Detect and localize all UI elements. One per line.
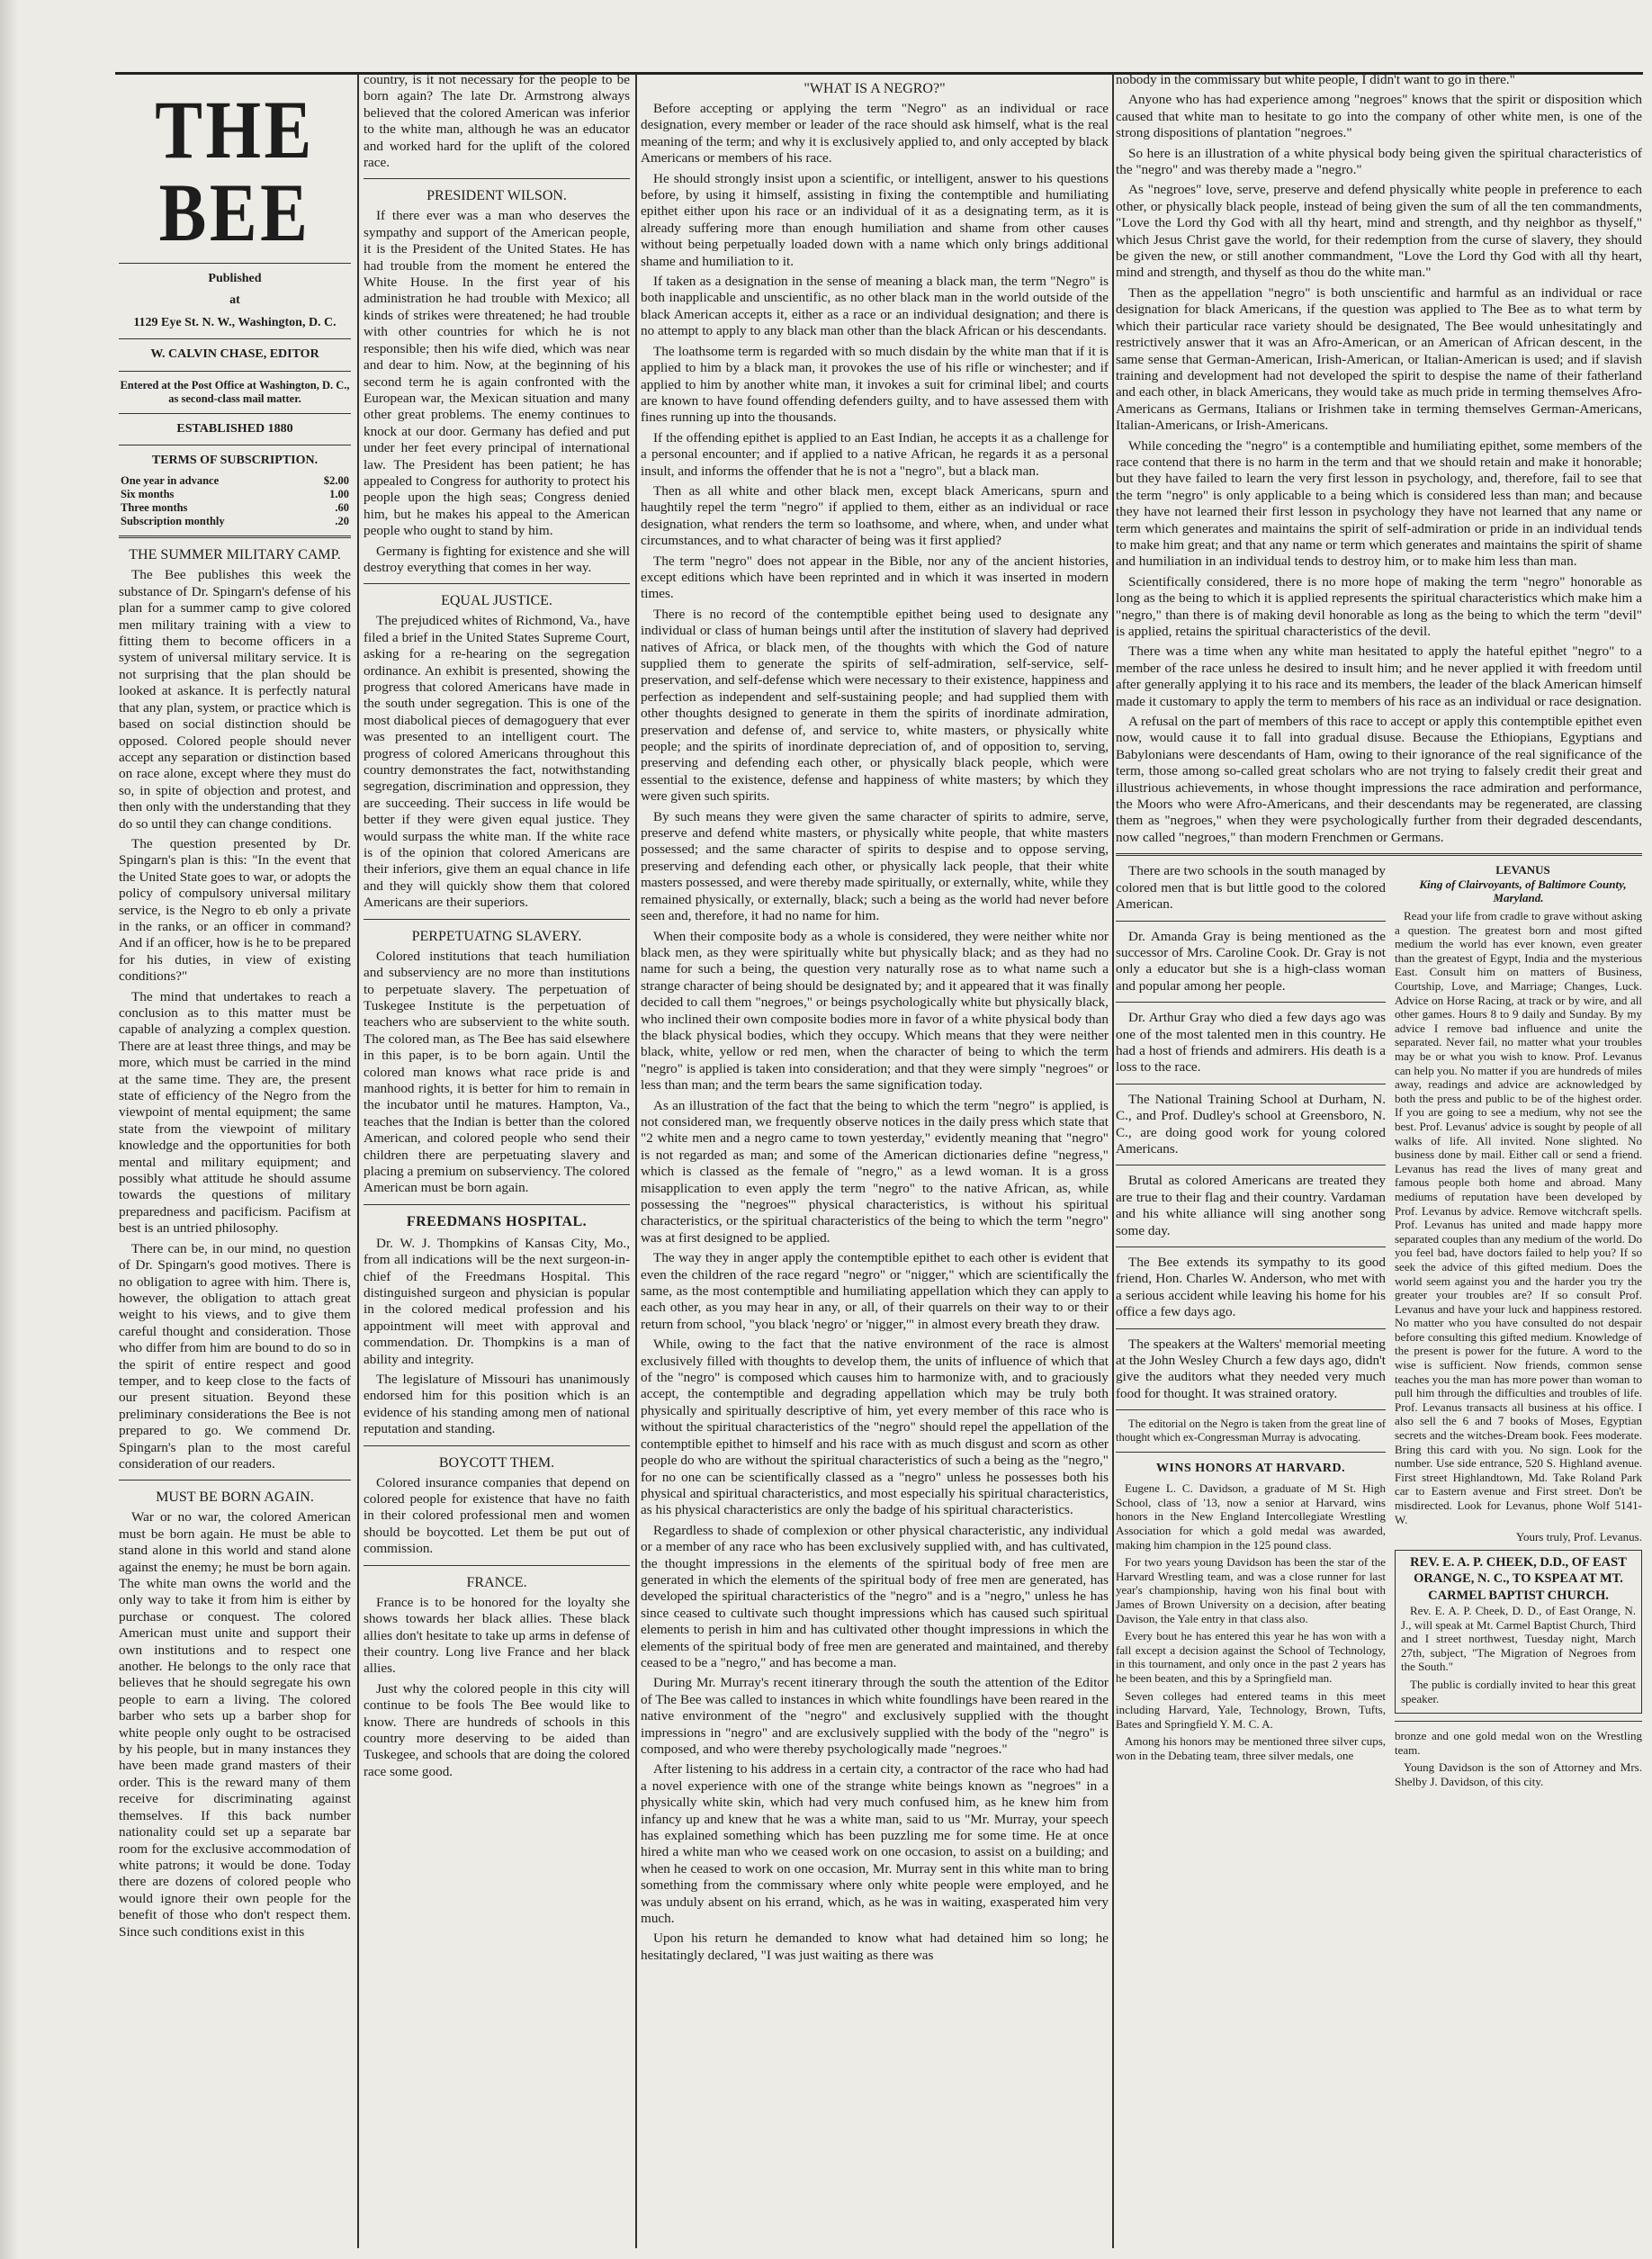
article-paragraph: There was a time when any white man hesitated to apply the hateful epithet "negro" to a member of the race unless he desired to insult him; and he never applied it with freedom until after generally applying it to his race and its members, the leader of the black American himself made it customary to apply the term to members of his race as an individual or race designation. [1116,644,1642,709]
article-paragraph: Colored insurance companies that depend on colored people for existence that have no faith in their colored professional men and women should be boycotted. Let them be put out of commission. [364,1474,630,1557]
lower-split [1116,863,1642,1792]
article-paragraph: If there ever was a man who deserves the sympathy and support of the American people, it is the President of the United States. He has had trouble from the moment he entered the White House. In the first year of his administration he had trouble with Mexico; all kinds of strikes were threatened; he had trouble with other countries for which he is not responsible; then his wife died, which was near and dear to him. Now, at the beginning of his second term he is again confronted with the European war, the Mexican situation and many other great problems. The enemy continues to knock at our door. Germany has defied and put under her feet every principal of international law. The President has been patient; he has appealed to Congress for authority to protect his people upon the high seas; Congress denied him, but he makes his appeal to the American people who ought to stand by him. [364,208,630,539]
article-headline: PRESIDENT WILSON. [426,188,567,204]
terms-price: .60 [335,501,349,515]
article-paragraph: While, owing to the fact that the native environment of the race is almost exclusively filled with thoughts to develop them, the units of influence of which that of the "negro" is composed which causes him to harmonize with, and to graciously accept, the contemptible and degrading appellation which may be truly both physically and spiritually descriptive of him, yet every member of this race who is without the spiritual characteristics of the "negro" should repel the appellation of the contemptible epithet to himself and his race with as much disgust and scorn as other people do who are without the spiritual characteristics of such a being as the "negro," for no one can be scientifically classed as a "negro" unless he possesses both his physical and spiritual characteristics, and most especially his spiritual characteristics, as his physical characteristics are only the badge of his spiritual characteristics. [641,1336,1109,1518]
terms-label: Three months [121,501,188,515]
established: ESTABLISHED 1880 [176,421,293,436]
divider [364,1565,630,1566]
news-note: The editorial on the Negro is taken from the great line of thought which ex-Congressman Murray is advocating. [1116,1418,1386,1444]
divider [1116,1452,1386,1453]
divider [119,371,351,372]
divider [1116,853,1642,856]
article-paragraph: Then as the appellation "negro" is both unscientific and harmful as an individual or race designation for black Americans, if the question was applied to The Bee as to what term by which their particular race variety should be designated, The Bee would unhesitatingly and restrictively answer that it was an Afro-American, or an American of African descent, in the same sense that German-American, Irish-American, or Italian-American is used; and if slavish training and development had not developed the spirit to despise the name of their fatherland and each other, in black Americans, they would take as much pride in terming themselves Afro-Americans as Germans, Italians or Irishmen take in terming themselves German-Americans, Italian-Americans, or Irish-Americans. [1116,284,1642,434]
terms-row [119,474,351,488]
harvard-article [1116,1481,1386,1762]
article-paragraph: After listening to his address in a certain city, a contractor of the race who had had a novel experience with one of the strange white beings known as "negroes" in a physically white skin, which had very much confused him, as he knew him from infancy up and knew that he was a white man, said to us "Mr. Murray, your speech has explained something which has been puzzling me for some time. He at once hired a white man who we ceased work on one occasion, to assist on a building; and when he ceased to work on one occasion, Mr. Murray sent in this white man to bring something from the commissary where only white people were employed, and he was unduly absent on his errand, which, as he was in waiting, exasperated him very much. [641,1761,1109,1927]
ads-column [1395,863,1642,1792]
notice-body [1401,1604,1636,1706]
article-paragraph: The way they in anger apply the contemptible epithet to each other is evident that even the children of the race regard "negro" or "nigger," which are scientifically the same, as the most contemptible and humiliating appellation which they can apply to each other, as you may hear in any, or all, of their quarrels on their way to or their return from school, "you black 'negro' or 'nigger,'" in almost every breath they draw. [641,1250,1109,1332]
news-note: Brutal as colored Americans are treated they are true to their flag and their country. Vardaman and his white alliance will sing another song some day. [1116,1173,1386,1238]
ad-signature: Yours truly, Prof. Levanus. [1515,1530,1642,1544]
editor: W. CALVIN CHASE, EDITOR [150,347,319,362]
terms-price: .20 [335,515,349,528]
terms-label: Subscription monthly [121,515,225,528]
article-paragraph: By such means they were given the same character of spirits to admire, serve, preserve and defend white masters, or physically white people, that white masters possessed; and the same character of spirits to despise and to oppose serving, preserving and defending each other, or physically lack people, that their white masters possessed, and were thereby made spiritually, or externally, white, while they remained physically, or externally, black; such a being as the world had never before seen and, therefore, it had no name for him. [641,808,1109,924]
article-headline: MUST BE BORN AGAIN. [156,1490,314,1506]
notice-title: REV. E. A. P. CHEEK, D.D., OF EAST ORANGE, N. C., TO KSPEA AT MT. CARMEL BAPTIST CHURCH. [1410,1554,1627,1603]
article-paragraph: The loathsome term is regarded with so much disdain by the white man that if it is applied to him by a black man, it provokes the use of his rifle or winchester; and if applied to him by another white man, it invokes a suit for criminal libel; and courts are known to have found offending defenders guilty, and to have assessed them with fines running up into the thousands. [641,343,1109,426]
column-rule [1112,74,1114,2248]
article-paragraph: bronze and one gold medal won on the Wrestling team. [1395,1729,1642,1757]
page-edge [0,0,18,2259]
divider [1116,1328,1386,1329]
terms-row [119,488,351,501]
article-paragraph: So here is an illustration of a white physical body being given the spiritual characteristics of the "negro" and was thereby made a "negro." [1116,145,1642,178]
article-paragraph: Colored institutions that teach humiliation and subserviency are no more than institutions to perpetuate slavery. The perpetuation of Tuskegee Institute is the perpetuation of teachers who are subservient to the white south. The colored man, as The Bee has said elsewhere in this paper, is to be born again. Until the colored man knows what race pride is and manhood rights, it is better for him to remain in the incubator until he matures. Hampton, Va., teaches that the Indian is better than the colored American, and colored people who send their children there are perpetuating slavery and placing a premium on subserviency. The colored American must be born again. [364,948,630,1196]
article-headline: THE SUMMER MILITARY CAMP. [129,547,341,563]
terms-row [119,501,351,515]
article-paragraph: If the offending epithet is applied to an East Indian, he accepts it as a challenge for a personal encounter; and if applied to a native African, he regards it as a personal insult, and informs the offender that he is not a "negro", but a black man. [641,429,1109,479]
divider [119,445,351,446]
ad-text: Read your life from cradle to grave without asking a question. The greatest born and most gifted medium the world has ever known, even greater than the greatest of Egypt, India and the mysterious East. Consult him on matters of Business, Courtship, Love, and Marriage; Changes, Luck. Advice on Horse Racing, at track or by wire, and all other games. Hours 8 to 9 daily and Sunday. By my advice I remove bad influence and unite the separated. Never fail, no matter what your troubles may be or what you wish to know. Prof. Levanus can help you. No matter if you are hundreds of miles away, readings and advice are acknowledged by both the press and public to be of the highest order. If you are going to see a medium, why not see the best. Prof. Levanus' advice is sought by people of all walks of life. All invited. None slighted. No business done by mail. Either call or send a friend. Levanus has read the lives of many great and famous people both home and abroad. Many mediums of reputation have been developed by Prof. Levanus by advice. Remove witchcraft spells. Prof. Levanus has united and made happy more separated couples than any medium of the world. Do you feel bad, have doctors failed to help you? If so seek the advice of this gifted medium. Does the world seem against you and the harder you try the greater your troubles are? If so consult Prof. Levanus and have your luck and happiness restored. No matter who you have consulted do not despair before consulting this gifted medium. Knowledge of the present is power for the future. A word to the wise is sufficient. Now friends, common sense teaches you the man has more power than woman to pull him through the difficulties and troubles of life. Prof. Levanus transacts all business at his office. I also sell the 6 and 7 books of Moses, Egyptian secrets and the witches-Dream book. Fees moderate. Bring this card with you. No sign. Look for the number. Use side entrance, 520 S. Highland avenue. First street Highlandtown, Md. Take Roland Park car to Eastern avenue and First street. Don't be misdirected. Look for Levanus, phone Wolf 5141-W. [1395,909,1642,1526]
harvard-continued [1395,1729,1642,1788]
article-paragraph: The Bee publishes this week the substance of Dr. Spingarn's defense of his plan for a summer camp to give colored men military training with a view to fitting them to become officers in a system of universal military service. It is not surprising that the plan should be looked at askance. It is perfectly natural that any plan, system, or practice which is based on social distinction should be opposed. Colored people should never accept any separation or distinction based on race alone, except where they must do so, in spite of objection and protest, and then only with the understanding that they do so until they can change conditions. [119,567,351,832]
column-1 [119,72,351,2248]
levanus-ad [1395,863,1642,1544]
column-rule [635,74,637,2248]
article-paragraph: There can be, in our mind, no question of Dr. Spingarn's good motives. There is no obligation to agree with him. There is, however, the obligation to attach great weight to his views, and to give them careful thought and consideration. Those who differ from him are bound to do so in the spirit of entire respect and good temper, and to keep close to the facts of our present situation. Beyond these preliminary considerations the Bee is not prepared to go. We commend Dr. Spingarn's plan to the most careful consideration of our readers. [119,1240,351,1472]
article-paragraph: Scientifically considered, there is no more hope of making the term "negro" honorable as long as the being to which it is applied represents the spiritual characteristics which make him a "negro," than there is of making devil honorable as long as the being to which the term "devil" is applied, retains the spiritual characteristics of the devil. [1116,573,1642,639]
terms-label: Six months [121,488,175,501]
article-paragraph: War or no war, the colored American must be born again. He must be able to stand alone in this world and stand alone against the enemy; he must be born again. The white man owns the world and the only way to take it from him is either by purchase or conquest. The colored American must unite and support their own institutions and to respect one another. He belongs to the only race that believes that he should segregate his own people to earn a living. The colored barber who sets up a barber shop for white people only ought to be ostracised by his people, but in many instances they have been made grand masters of their order. This is the reward many of them receive for discriminating against themselves. If this back number nationality could set up a separate bar room for the exclusive accommodation of white patrons; it would be done. Today there are dozens of colored people who would ignore their own people for the benefit of those who don't respect them. Since such conditions exist in this [119,1509,351,1940]
divider [119,338,351,339]
article-paragraph: As an illustration of the fact that the being to which the term "negro" is applied, is not considered man, we frequently observe notices in the daily press which state that "2 white men and a negro came to town yesterday," evidently meaning that "negro" is not regarded as man; and some of the American dictionaries define "negress," which is classed as the female of "negro," as a lewd woman. It is a gross misapplication to even apply the term "negro" to the native African, as, while possessing the "negroes'" physical characteristics, is without his spiritual characteristics, or the spiritual characteristics of the being to which the term "negro" was at first designed to be applied. [641,1097,1109,1246]
article-paragraph: Eugene L. C. Davidson, a graduate of M St. High School, class of '13, now a senior at Harvard, wins honors in the New England Intercollegiate Wrestling Association for which a gold medal was awarded, making him champion in the 125 pound class. [1116,1481,1386,1552]
article-paragraph: Anyone who has had experience among "negroes" knows that the spirit or disposition which caused that white man to hesitate to go into the company of other white men, is one of the strong dispositions of plantation "negroes." [1116,92,1642,141]
divider [119,536,351,538]
terms-label: One year in advance [121,474,220,488]
news-note: The National Training School at Durham, N. C., and Prof. Dudley's school at Greensboro, N. C., are doing good work for young colored Americans. [1116,1091,1386,1156]
terms-price: 1.00 [329,488,349,501]
divider [364,583,630,584]
article-paragraph: The mind that undertakes to reach a conclusion as to this matter must be capable of analyzing a complex question. There are at least three things, and may be more, which must be carried in the mind at the same time. They are, the present state of efficiency of the Negro from the viewpoint of mental equipment; the same state from the viewpoint of military knowledge and the opportunities for both mental and military equipment; and possibly what attitude he should assume towards the questions of military preparedness and pacificism. Pacifism at best is an untried philosophy. [119,988,351,1237]
article-paragraph: If taken as a designation in the sense of meaning a black man, the term "Negro" is both inapplicable and unscientific, as no other black man in the world outside of the black American accepts it, either as a race or an individual designation; and there is no attempt to apply to any black man other than the black African or his descendants. [641,274,1109,339]
article-headline: FREEDMANS HOSPITAL. [406,1213,588,1229]
article-paragraph: France is to be honored for the loyalty she shows towards her black allies. These black allies don't hesitate to take up arms in defense of their country. Long live France and her black allies. [364,1594,630,1677]
news-note: The Bee extends its sympathy to its good friend, Hon. Charles W. Anderson, who met with a serious accident while leaving his home for his office a few days ago. [1116,1255,1386,1320]
article-paragraph: During Mr. Murray's recent itinerary through the south the attention of the Editor of The Bee was called to instances in which white foundlings have been reared in the native environment of the "negro" and exclusively supplied with the thought impressions in "negro" and are exclusively supplied with the body of the "negro" is composed, and who were thereby psychologically made "negroes." [641,1675,1109,1757]
article-paragraph: Dr. W. J. Thompkins of Kansas City, Mo., from all indications will be the next surgeon-in-chief of the Freedmans Hospital. This distinguished surgeon and physician is popular in the colored medical profession and his appointment will meet with approval and commendation. Dr. Thompkins is a man of ability and integrity. [364,1235,630,1367]
article-paragraph: nobody in the commissary but white people, I didn't want to go in there." [1116,72,1515,87]
article-headline: EQUAL JUSTICE. [441,593,552,609]
article-paragraph: country, is it not necessary for the people to be born again? The late Dr. Armstrong always believed that the colored American was inferior to the white man, although he was an educator and worked hard for the uplift of the colored race. [364,72,630,171]
article-headline: WINS HONORS AT HARVARD. [1155,1462,1346,1476]
terms-price: $2.00 [323,474,349,488]
divider [364,919,630,920]
article-paragraph: Germany is fighting for existence and she will destroy everything that comes in her way. [364,543,630,575]
news-note: The speakers at the Walters' memorial meeting at the John Wesley Church a few days ago, didn't give the auditors what they needed very much food for thought. It was strained oratory. [1116,1336,1386,1401]
notice-paragraph: The public is cordially invited to hear this great speaker. [1401,1677,1636,1706]
divider [1116,1165,1386,1166]
article-paragraph: A refusal on the part of members of this race to accept or apply this contemptible epithet even now, would cause it to fall into gradual disuse. Because the Ethiopians, Egyptians and Babylonians were descendants of Ham, owing to their ignorance of the real significance of the term, those among so-called great scholars who are not trying to falsely credit their great and illustrious achievements, in whose thought impressions the race admiration and performance, the Moors who were Afro-Americans, and their descendants may be regenerated, are classing them as "negroes," when they were psychologically further from their degraded descendants, now called "negroes," than modern Frenchmen or Germans. [1116,714,1642,845]
entered-notice: Entered at the Post Office at Washington, D. C., as second-class mail matter. [120,378,350,405]
article-paragraph: When their composite body as a whole is considered, they were neither white nor black men, as they were spiritually white but physically black; and as they had no name for such a being, the question very naturally rose as to what name such a strange character of being should be designated by; and it appeared that it was finally decided to call them "negroes," or beings psychologically white but physically black, who inclined their own composite bodies more in favor of a white physical body than the black physical bodies, which they occupy. Which means that they were neither black, white, yellow or red men, when the character of being to which the term "negro" is applied is taken into consideration; and that they were simply "negroes" or less than man; and the term bears the same signification today. [641,928,1109,1094]
news-note: Dr. Arthur Gray who died a few days ago was one of the most talented men in this country. He had a host of friends and admirers. His death is a loss to the race. [1116,1010,1386,1076]
article-paragraph: While conceding the "negro" is a contemptible and humiliating epithet, some members of the race contend that there is no harm in the term and that we should retain and make it honorable; but they have failed to learn the very first lesson in psychology, and, therefore, fail to see that the term "negro" is only applicable to a being which is considered less than man; and because they have not learned their first lesson in psychology they have not learned that any name or term which generates and maintains the spirit of self-admiration or pride in an individual tends to make him great; and that any name or term which generates and maintains the spirit of shame and humiliation in an individual tends to destroy him, or to make him less than man. [1116,437,1642,570]
article-paragraph: The prejudiced whites of Richmond, Va., have filed a brief in the United States Supreme Court, asking for a re-hearing on the segregation ordinance. An exhibit is presented, showing the progress that colored Americans have made in the south under segregation. This is one of the most diabolical pieces of demagoguery that ever was presented to an intelligent court. The progress of colored Americans throughout this country demonstrates the fact, notwithstanding segregation, discrimination and oppression, they are succeeding. Their success in life would be better if they were given equal justice. They would surpass the white man. If the white race is of the opinion that colored Americans are their inferiors, give them an equal chance in life and they will quickly show them that colored Americans are their superiors. [364,613,630,911]
article-paragraph: As "negroes" love, serve, preserve and defend physically white people in preference to each other, or physically black people, instead of being given the sum of all the ten commandments, "Love the Lord thy God with all thy heart, mind and strength, and thy neighbor as thyself," which Jesus Christ gave the world, for their redemption from the curse of slavery, they should be given the new, or still another commandment, "Love the Lord thy God with all thy heart, mind and strength, and thyself as thou do the white man." [1116,182,1642,281]
article-headline: PERPETUATNG SLAVERY. [411,928,582,944]
cheek-notice [1395,1550,1642,1714]
at-label: at [229,293,240,308]
article-headline: FRANCE. [466,1574,527,1590]
ad-title: LEVANUS [1495,863,1550,878]
divider [1116,1002,1386,1003]
divider [1395,1721,1642,1722]
divider [1116,1409,1386,1410]
notice-paragraph: Rev. E. A. P. Cheek, D. D., of East Orange, N. J., will speak at Mt. Carmel Baptist Church, Third and I street northwest, Tuesday night, March 27th, subject, "The Migration of Negroes from the South." [1401,1604,1636,1674]
news-note: Dr. Amanda Gray is being mentioned as the successor of Mrs. Caroline Cook. Dr. Gray is not only a educator but she is a high-class woman and popular among her people. [1116,928,1386,994]
divider [364,1204,630,1205]
article-paragraph: The term "negro" does not appear in the Bible, nor any of the ancient histories, except editions which have been reprinted and in which it was inserted in modern times. [641,553,1109,602]
article-paragraph: Then as all white and other black men, except black Americans, spurn and haughtily repel the term "negro" if applied to them, either as an individual or race designation, what renders the term so loathsome, and where, when, and under what circumstances, and to what character of being was it first applied? [641,482,1109,549]
published-label: Published [208,272,262,285]
terms-table [119,474,351,528]
article-paragraph: Seven colleges had entered teams in this meet including Harvard, Yale, Technology, Brown, Tufts, Bates and Springfield Y. M. C. A. [1116,1688,1386,1731]
terms-title: TERMS OF SUBSCRIPTION. [151,454,319,468]
article-paragraph: The legislature of Missouri has unanimously endorsed him for this position which is an evidence of his standing among men of national reputation and standing. [364,1372,630,1437]
column-rule [357,74,359,2248]
masthead-title: THE BEE [155,84,315,258]
article-paragraph: There is no record of the contemptible epithet being used to designate any individual or class of human beings until after the institution of slavery had deprived natives of Africa, or black men, of the thoughts with which the God of nature supplied them to generate the spirits of self-admiration, self-service, self-preservation, and self-defense which were necessary to their existence, happiness and perfection as independent and self-sustaining people; and had supplied them with other thoughts designed to generate in them the spirits of inordinate admiration, preservation and defense of, and service to, white masters, or physically white people; and the spirits of inordinate depreciation of, and of opposition to, serving, preserving and defending each other, or physically black people, which were essential to the existence, defense and happiness of white masters; by which they were given such spirits. [641,606,1109,805]
article-paragraph: Every bout he has entered this year he has won with a fall except a decision against the School of Technology, in this tournament, and only once in the past 2 years has he been beaten, and this by a Springfield man. [1116,1629,1386,1685]
article-paragraph: Young Davidson is the son of Attorney and Mrs. Shelby J. Davidson, of this city. [1395,1760,1642,1788]
column-2 [364,72,630,2248]
article-paragraph: The question presented by Dr. Spingarn's plan is this: "In the event that the United State goes to war, or adopts the policy of compulsory universal military service, is the Negro to eb only a private in the ranks, or an officer in command? And if an officer, how is he to be prepared for his duties, in view of existing conditions?" [119,835,351,985]
article-paragraph: Upon his return he demanded to know what had detained him so long; he hesitatingly declared, "I was just waiting as there was [641,1930,1109,1963]
article-headline: BOYCOTT THEM. [438,1454,555,1471]
divider [364,178,630,179]
divider [119,263,351,264]
terms-row [119,515,351,528]
column-3 [641,72,1109,2248]
divider [1116,921,1386,922]
ad-subtitle: King of Clairvoyants, of Baltimore County, Maryland. [1419,877,1627,905]
article-paragraph: Regardless to shade of complexion or other physical characteristic, any individual or a member of any race who has been exclusively supplied with, and has cultivated, the thought impressions in the elements of the spiritual body of free men are generated in which the elements of the spiritual body of free men are generated, has developed the spiritual characteristics of the "negro" and is a "negro," unless he has since ceased to cultivate such thought impressions which has caused such spiritual elements to perish in him and has cultivated other thought impressions in which the elements of the spiritual body of free men are generated and maintained, and thereby ceased to be a "negro," and has become a man. [641,1522,1109,1670]
article-paragraph: For two years young Davidson has been the star of the Harvard Wrestling team, and was a close runner for last year's championship, having won his final bout with James of Brown University on a decision, after beating Davison, the Yale entry in that class also. [1116,1555,1386,1625]
article-paragraph: Among his honors may be mentioned three silver cups, won in the Debating team, three silver medals, one [1116,1734,1386,1762]
news-note: There are two schools in the south managed by colored men that is but little good to the colored American. [1116,863,1386,913]
article-paragraph: Before accepting or applying the term "Negro" as an individual or race designation, every member or leader of the race should ask himself, what is the real meaning of the term; and why it is exclusively applied to, and only accepted by black Americans or members of his race. [641,101,1109,166]
address: 1129 Eye St. N. W., Washington, D. C. [133,315,337,329]
divider [1116,1246,1386,1247]
divider [119,413,351,414]
article-headline: "WHAT IS A NEGRO?" [804,81,946,96]
column-4 [1116,72,1642,2248]
news-notes [1116,863,1386,1792]
article-paragraph: Just why the colored people in this city will continue to be fools The Bee would like to know. There are hundreds of schools in this country more deserving to be aided than Tuskegee, and schools that are doing the colored race some good. [364,1680,630,1779]
divider [364,1445,630,1446]
article-paragraph: He should strongly insist upon a scientific, or intelligent, answer to his questions before, by using it himself, assisting in fixing the contemptible and humiliating epithet either upon his race or an individual of it as a designating term, as it is already suffering more than enough humiliation and shame from other causes without being perpetually loaded down with a name which only brings additional shame and humiliation to it. [641,170,1109,269]
